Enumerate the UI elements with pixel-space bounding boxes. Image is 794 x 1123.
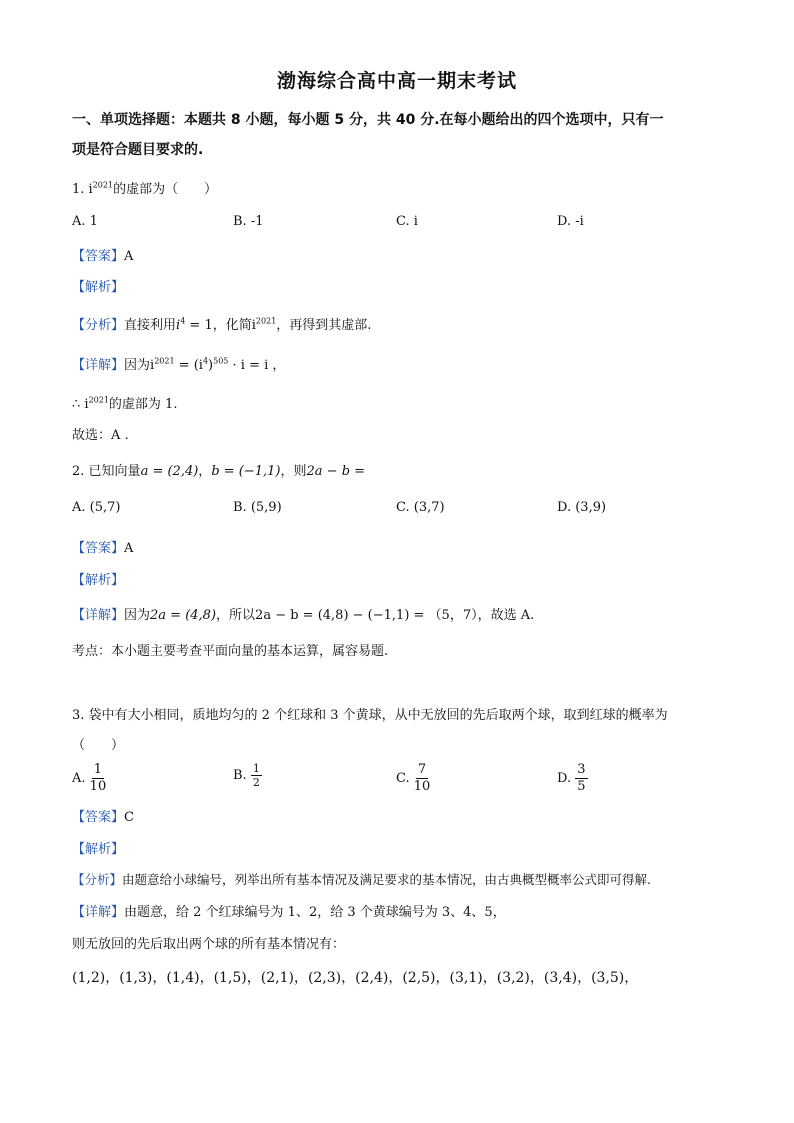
q1-option-d: D. -i [557,214,584,229]
q2-detail-expr2: 2a − b = (4,8) − (−1,1) = （5，7），故选 A. [255,608,535,623]
q3-option-d [557,762,588,795]
q2-vector-a: a = (2,4) [140,464,199,479]
answer-tag: 【答案】 [72,541,125,556]
q3-option-c [396,762,430,795]
q1-detail-sup: 2021 [154,356,175,366]
q2-stem-then: ，则 [280,464,307,479]
q1-detail-math: i [150,358,155,373]
q2-vector-b: b = (−1,1) [211,464,281,479]
q1-conclusion [72,393,177,412]
q1-fenxi [72,314,371,333]
q1-detail-sup3: 505 [213,356,229,366]
q2-detail-so: ，所以 [216,608,256,623]
q1-detail [72,354,285,373]
q1-detail-sup2: 4 [202,356,209,366]
q1-conclusion-pre: ∴ i [72,397,89,412]
q2-detail-text: 因为 [124,608,151,623]
q3-option-b-label: B. [233,768,247,783]
q2-detail-expr1: 2a = (4,8) [150,608,217,623]
answer-tag: 【答案】 [72,249,125,264]
q1-option-a: A. 1 [72,214,98,229]
q3-detail-text: 由题意，给 2 个红球编号为 1、2，给 3 个黄球编号为 3、4、5， [124,905,506,920]
section-heading-line2: 项是符合题目要求的. [72,142,204,158]
q3-line: 则无放回的先后取出两个球的所有基本情况有： [72,937,346,952]
q1-fenxi-eq: = 1 [185,318,213,333]
q2-answer-value: A [124,541,134,556]
q1-choose: 故选：A . [72,428,129,443]
q1-answer-value: A [124,249,134,264]
q2-option-d: D. (3,9) [557,500,607,515]
q1-stem-base: i [88,182,93,197]
q1-stem-rest: 的虚部为（ ） [113,182,218,197]
q3-option-a-label: A. [72,771,86,786]
q3-detail [72,901,506,920]
q2-detail [72,604,534,623]
q2-option-b: B. (5,9) [233,500,282,515]
q3-fenxi-text: 由题意给小球编号，列举出所有基本情况及满足要求的基本情况，由古典概型概率公式即可得解. [122,872,651,887]
q3-stem-text: 袋中有大小相同，质地均匀的 2 个红球和 3 个黄球，从中无放回的先后取两个球，取到红球的概率为 [88,708,668,723]
numerator: 1 [252,762,260,775]
q1-fenxi-math: i [176,318,181,333]
q2-analysis-tag: 【解析】 [72,573,125,588]
q3-option-d-label: D. [557,771,572,786]
q1-answer [72,245,133,264]
q2-stem-text: 已知向量 [88,464,141,479]
denominator: 10 [89,779,107,794]
q1-fenxi-sup2: 2021 [255,316,277,326]
q2-stem-expr: 2a − b = [306,464,366,479]
q1-detail-mid2: ) [208,358,214,373]
denominator: 5 [577,779,586,794]
q1-conclusion-sup: 2021 [88,395,109,405]
q1-analysis-tag: 【解析】 [72,280,125,295]
q1-conclusion-post: 的虚部为 1. [108,397,178,412]
q2-option-c: C. (3,7) [396,500,445,515]
denominator: 10 [413,779,431,794]
q1-detail-end: · i = i ， [228,358,286,373]
q1-option-c: C. i [396,214,418,229]
q1-stem [72,178,217,197]
q3-analysis-tag: 【解析】 [72,842,125,857]
q3-option-c-fraction [414,762,431,795]
q1-fenxi-text2: ，化简 [212,318,252,333]
xiangjie-tag: 【详解】 [72,608,125,623]
q1-detail-text: 因为 [124,358,151,373]
q3-answer [72,806,134,825]
numerator: 7 [417,762,427,777]
q1-stem-sup: 2021 [92,180,114,190]
numerator: 1 [93,762,103,777]
q3-option-b [233,762,262,789]
q1-option-b: B. -1 [233,214,264,229]
q2-option-a: A. (5,7) [72,500,121,515]
answer-tag: 【答案】 [72,810,125,825]
q3-option-b-fraction [251,762,262,789]
denominator: 2 [252,776,260,789]
q2-answer [72,537,133,556]
xiangjie-tag: 【详解】 [72,358,125,373]
q2-number: 2. [72,464,85,479]
q3-option-c-label: C. [396,771,410,786]
q2-note: 考点：本小题主要考查平面向量的基本运算，属容易题. [72,644,389,659]
q3-number: 3. [72,708,85,723]
q1-fenxi-text3: ，再得到其虚部. [276,318,372,333]
section-heading-line1: 一、单项选择题：本题共 8 小题，每小题 5 分，共 40 分.在每小题给出的四个选项中，只有一 [72,112,664,128]
numerator: 3 [577,762,586,777]
q1-fenxi-sup: 4 [180,316,186,326]
q1-fenxi-text1: 直接利用 [124,318,177,333]
xiangjie-tag: 【详解】 [72,905,125,920]
q3-option-a [72,762,106,795]
q3-option-d-fraction [575,762,587,795]
q3-paren: （ ） [72,738,125,753]
q2-stem: 2. 已知向量a = (2,4)，b = (−1,1)，则2a − b = [72,464,366,479]
q3-fenxi [72,870,651,888]
q3-answer-value: C [124,810,134,825]
q1-number: 1. [72,182,85,197]
fenxi-tag: 【分析】 [72,318,125,333]
q3-option-a-fraction [90,762,107,795]
fenxi-tag: 【分析】 [72,872,123,887]
q3-stem [72,704,668,723]
page-title: 渤海综合高中高一期末考试 [276,70,517,92]
q1-fenxi-math2: i [251,318,256,333]
q3-pairs: (1,2)，(1,3)，(1,4)，(1,5)，(2,1)，(2,3)，(2,4)，(2,5)，(3,1)，(3,2)，(3,4)，(3,5)， [72,970,639,986]
q1-detail-mid: = (i [174,358,203,373]
